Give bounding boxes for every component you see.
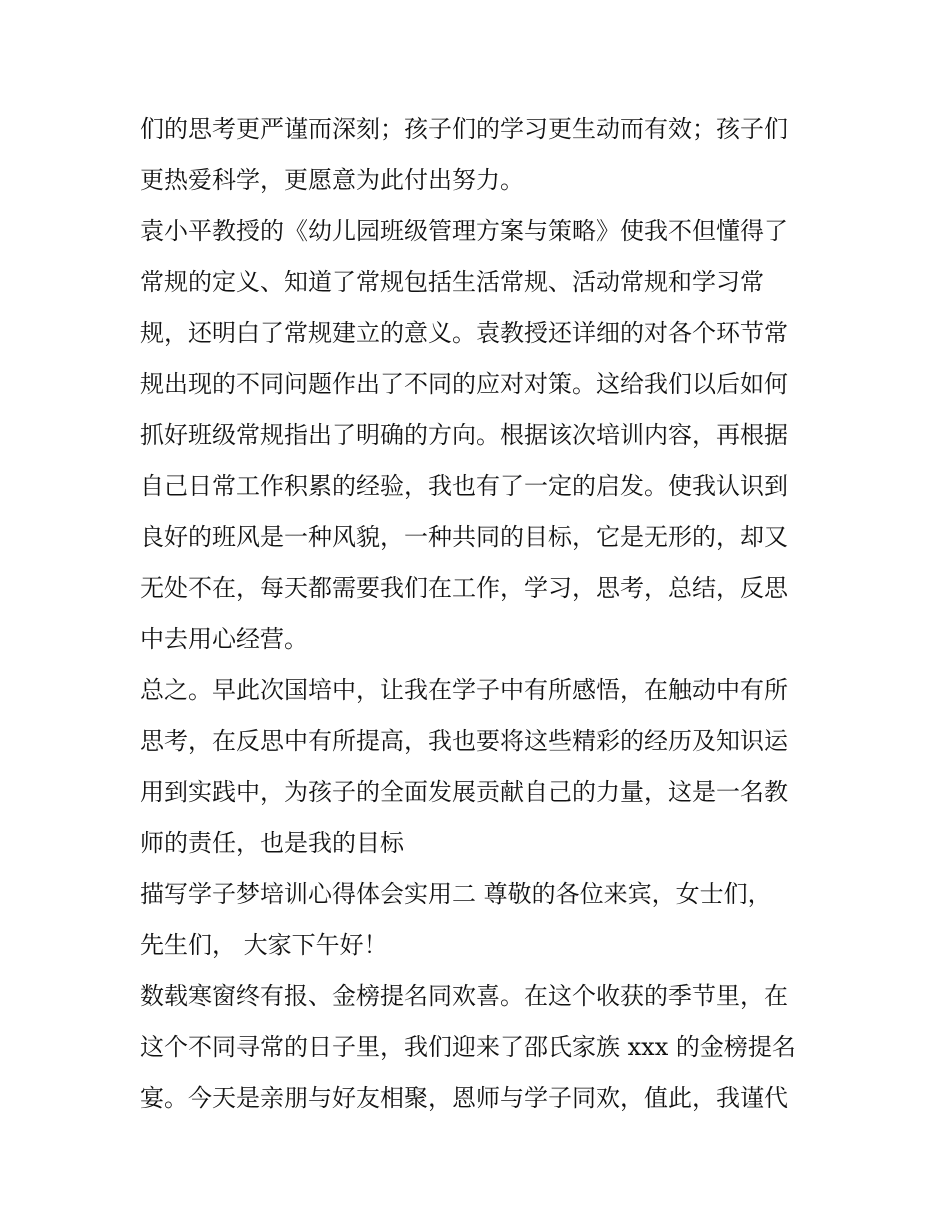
text-line: 袁小平教授的《幼儿园班级管理方案与策略》使我不但懂得了 xyxy=(140,217,788,245)
text-line: 规，还明白了常规建立的意义。袁教授还详细的对各个环节常 xyxy=(140,319,788,347)
text-line: 描写学子梦培训心得体会实用二 尊敬的各位来宾，女士们， xyxy=(140,880,772,908)
text-line: 这个不同寻常的日子里，我们迎来了邵氏家族 xxx 的金榜提名 xyxy=(140,1033,796,1061)
text-line: 抓好班级常规指出了明确的方向。根据该次培训内容，再根据 xyxy=(140,421,788,449)
text-line: 们的思考更严谨而深刻；孩子们的学习更生动而有效；孩子们 xyxy=(140,115,788,143)
text-line: 更热爱科学，更愿意为此付出努力。 xyxy=(140,166,524,194)
text-line: 常规的定义、知道了常规包括生活常规、活动常规和学习常 xyxy=(140,268,764,296)
text-line: 先生们， 大家下午好！ xyxy=(140,931,388,959)
text-line: 自己日常工作积累的经验，我也有了一定的启发。使我认识到 xyxy=(140,472,788,500)
text-line: 无处不在，每天都需要我们在工作，学习，思考，总结，反思 xyxy=(140,574,788,602)
text-line: 良好的班风是一种风貌，一种共同的目标，它是无形的，却又 xyxy=(140,523,788,551)
document-body-text xyxy=(140,104,820,1124)
text-line: 数载寒窗终有报、金榜提名同欢喜。在这个收获的季节里，在 xyxy=(140,982,788,1010)
text-line: 用到实践中，为孩子的全面发展贡献自己的力量，这是一名教 xyxy=(140,778,788,806)
text-line: 规出现的不同问题作出了不同的应对对策。这给我们以后如何 xyxy=(140,370,788,398)
text-line: 思考，在反思中有所提高，我也要将这些精彩的经历及知识运 xyxy=(140,727,788,755)
text-line: 师的责任，也是我的目标 xyxy=(140,829,404,857)
text-line: 宴。今天是亲朋与好友相聚，恩师与学子同欢，值此，我谨代 xyxy=(140,1084,788,1112)
text-line: 中去用心经营。 xyxy=(140,625,308,653)
text-line: 总之。早此次国培中，让我在学子中有所感悟，在触动中有所 xyxy=(140,676,788,704)
